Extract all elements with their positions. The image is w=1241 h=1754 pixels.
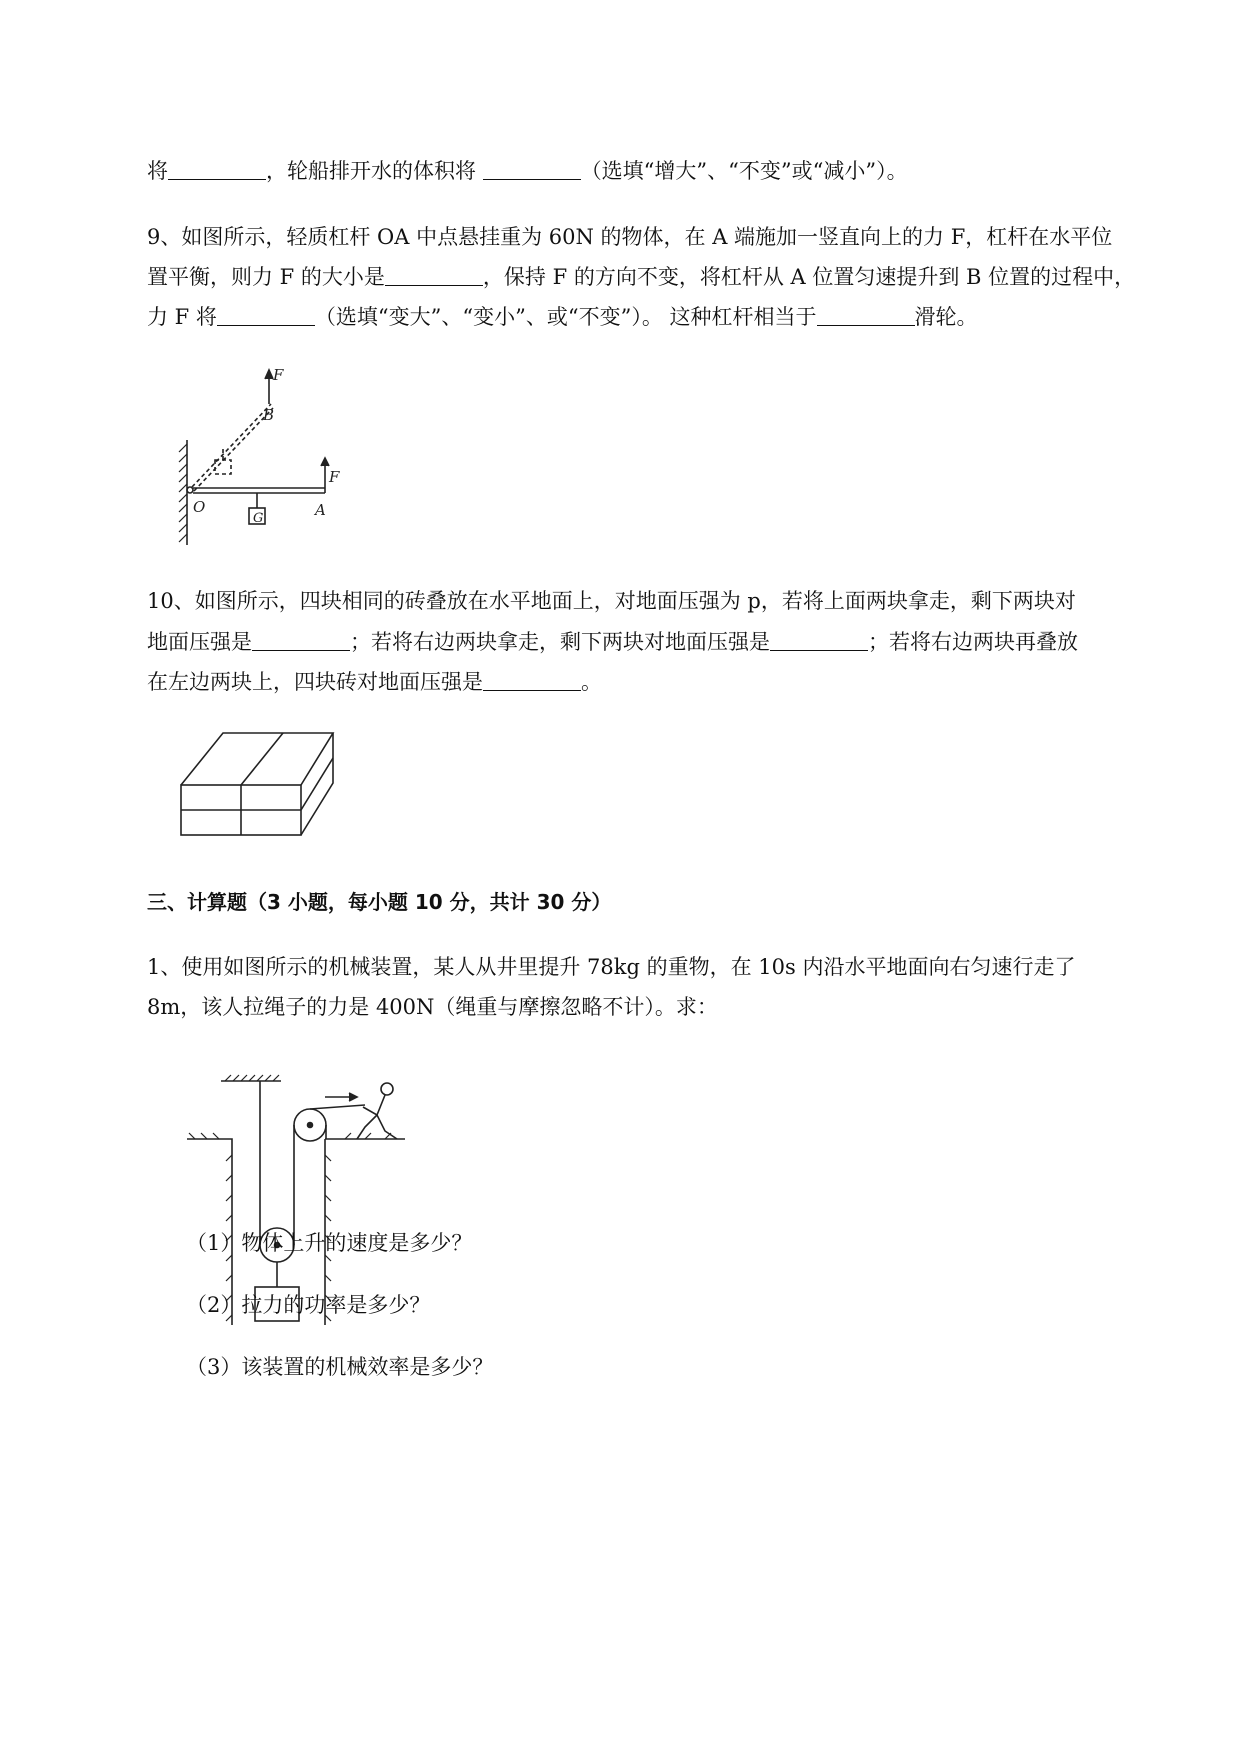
calc1-question-2: （2）拉力的功率是多少？ xyxy=(186,1293,431,1317)
q9-blank-1[interactable] xyxy=(385,263,483,286)
q8-tail-line xyxy=(147,156,908,186)
q9-text-2b: ，保持 F 的方向不变，将杠杆从 A 位置匀速提升到 B 位置的过程中， xyxy=(482,265,1136,289)
person-arms xyxy=(363,1095,385,1115)
q9-text-3a: 力 F 将 xyxy=(147,305,217,329)
q10-line-3 xyxy=(147,667,602,697)
q10-text-2a: 地面压强是 xyxy=(147,630,252,654)
q10-line-2 xyxy=(147,627,1078,657)
calc1-question-3: （3）该装置的机械效率是多少？ xyxy=(186,1355,494,1379)
q8-text-b: ，轮船排开水的体积将 xyxy=(266,159,476,183)
q9-line-2 xyxy=(147,262,1135,292)
q9-line-1: 9、如图所示，轻质杠杆 OA 中点悬挂重为 60N 的物体，在 A 端施加一竖直向上的力 F，杠杆在水平位 xyxy=(147,225,1113,249)
calc1-line-2: 8m，该人拉绳子的力是 400N（绳重与摩擦忽略不计）。求： xyxy=(147,995,718,1019)
person-leg-front xyxy=(377,1115,397,1139)
q8-blank-2[interactable] xyxy=(483,157,581,180)
q10-blank-2[interactable] xyxy=(770,628,868,651)
q10-blank-1[interactable] xyxy=(252,628,350,651)
q10-text-2b: ；若将右边两块拿走，剩下两块对地面压强是 xyxy=(350,630,770,654)
person-leg-back xyxy=(357,1115,377,1139)
bricks-figure xyxy=(175,725,335,840)
label-b: B xyxy=(263,406,275,424)
q9-text-2a: 置平衡，则力 F 的大小是 xyxy=(147,265,385,289)
q9-blank-3[interactable] xyxy=(817,303,915,326)
q10-text-2c: ；若将右边两块再叠放 xyxy=(868,630,1078,654)
person-head xyxy=(381,1083,393,1095)
q10-line-1: 10、如图所示，四块相同的砖叠放在水平地面上，对地面压强为 p，若将上面两块拿走，剩下两块对 xyxy=(147,589,1076,613)
lever-ob-dashed xyxy=(192,404,273,491)
section3-heading: 三、计算题（3 小题，每小题 10 分，共计 30 分） xyxy=(147,890,612,914)
q9-text-3c: 滑轮。 xyxy=(914,305,978,329)
q9-line-3 xyxy=(147,302,978,332)
q8-text-a: 将 xyxy=(147,159,168,183)
bricks-top-face xyxy=(181,733,333,785)
rope-to-person xyxy=(310,1105,365,1109)
q9-blank-2[interactable] xyxy=(217,303,315,326)
calc1-line-1: 1、使用如图所示的机械装置，某人从井里提升 78kg 的重物，在 10s 内沿水平地面向右匀速行走了 xyxy=(147,955,1076,979)
q9-text-3b: （选填“变大”、“变小”、或“不变”）。 这种杠杆相当于 xyxy=(314,305,817,329)
q10-blank-3[interactable] xyxy=(483,668,581,691)
label-f-top: F xyxy=(273,366,284,384)
label-f-right: F xyxy=(329,468,340,486)
ceiling-hatching xyxy=(225,1075,279,1081)
label-a: A xyxy=(315,501,326,519)
q10-text-3b: 。 xyxy=(581,670,602,694)
q8-blank-1[interactable] xyxy=(168,157,266,180)
lever-figure xyxy=(165,360,355,555)
label-o: O xyxy=(193,498,206,516)
q10-text-3a: 在左边两块上，四块砖对地面压强是 xyxy=(147,670,483,694)
label-g: G xyxy=(253,511,264,526)
pivot-o xyxy=(187,487,193,493)
calc1-question-1: （1）物体上升的速度是多少？ xyxy=(186,1231,473,1255)
q8-text-c: （选填“增大”、“不变”或“减小”）。 xyxy=(580,159,908,183)
wall-hatching xyxy=(179,444,187,542)
